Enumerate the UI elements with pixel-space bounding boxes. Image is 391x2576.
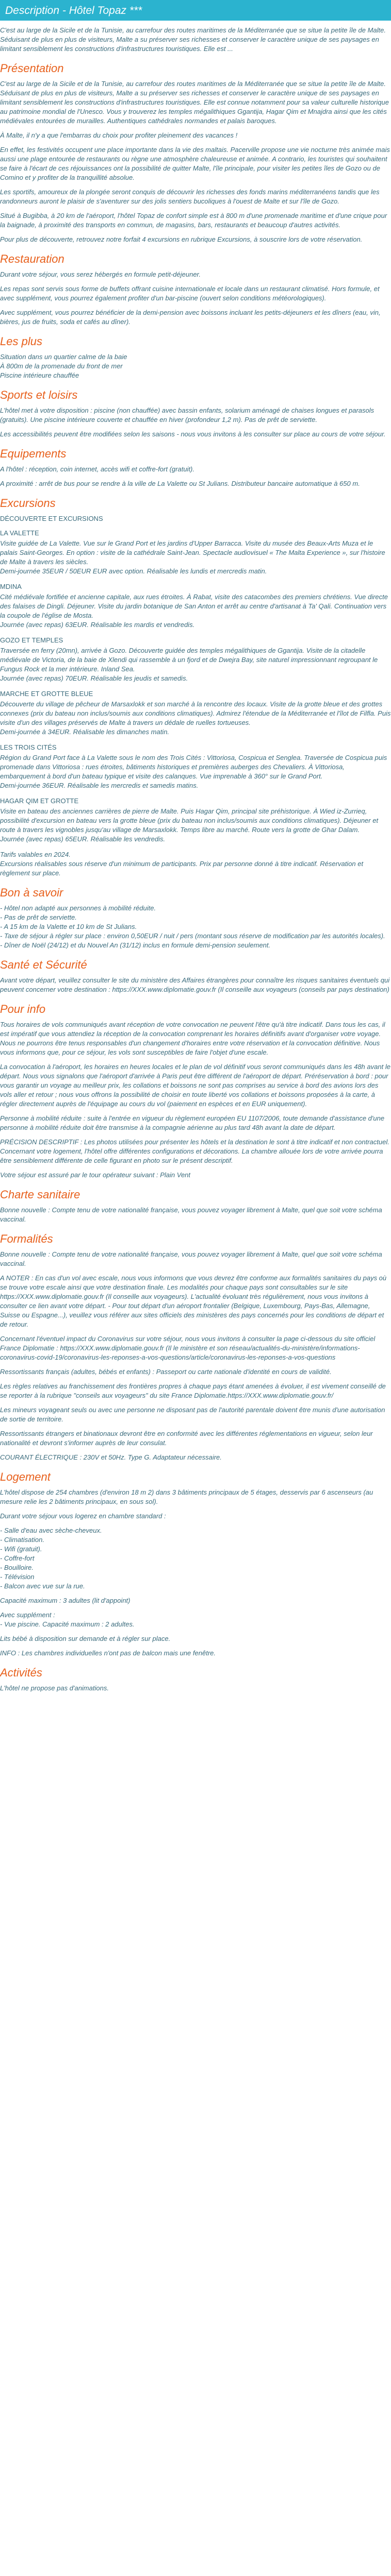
excursion-item	[0, 743, 391, 790]
excursion-name: GOZO ET TEMPLES	[0, 636, 63, 644]
excursion-price: Journée (avec repas) 63EUR. Réalisable les mardis et vendredis.	[0, 621, 195, 629]
excursion-price: Demi-journée à 34EUR. Réalisable les dimanches matin.	[0, 728, 170, 736]
section-title-logement: Logement	[0, 1470, 51, 1483]
section-title-equipements: Equipements	[0, 447, 67, 460]
excursion-item	[0, 689, 391, 737]
excursion-item	[0, 636, 391, 683]
formalites-paragraph: Ressortissants français (adultes, bébés et enfants) : Passeport ou carte nationale d'identité en cours de validité.	[0, 1368, 332, 1376]
intro-text: C'est au large de la Sicile et de la Tunisie, au carrefour des routes maritimes de la Méditerranée que se situe la petite île de Malte. Séduisant de plus en plus de visiteurs, Malte a su préserver ses richesses et conserver le caractère unique de ses paysages en limitant sensiblement les constructions d'infrastructures touristiques. Elle est ...	[0, 26, 386, 53]
supplement-label: Avec supplément :	[0, 1611, 55, 1619]
restauration-paragraph: Avec supplément, vous pourrez bénéficier de la demi-pension avec boissons incluant les petits-déjeuners et les dîners (eau, vin, bières, jus de fruits, soda et cafés au dîner).	[0, 309, 381, 326]
equipements-paragraph: A l'hôtel : réception, coin internet, accès wifi et coffre-fort (gratuit).	[0, 465, 194, 473]
excursion-price: Journée (avec repas) 65EUR. Réalisable les vendredis.	[0, 835, 166, 843]
section-title-sante: Santé et Sécurité	[0, 958, 87, 971]
logement-bed-note: Lits bébé à disposition sur demande et à régler sur place.	[0, 1635, 171, 1642]
pour-info-paragraph: Tous horaires de vols communiqués avant réception de votre convocation ne peuvent l'être qu'à titre indicatif. Dans tous les cas, il est impératif que vous attendiez la réception de la convocation comprenant les horaires définitifs avant d'organiser votre voyage. Nous ne pourrons être tenus responsables d'un changement d'horaires entre votre réservation et la convocation définitive. Nous vous informons que, pour ce séjour, les vols sont susceptibles de faire l'objet d'une escale.	[0, 1021, 385, 1056]
restauration-paragraph: Durant votre séjour, vous serez hébergés en formule petit-déjeuner.	[0, 270, 201, 278]
equipements-paragraph: A proximité : arrêt de bus pour se rendre à la ville de La Valette ou St Julians. Distributeur bancaire automatique à 650 m.	[0, 480, 360, 487]
logement-paragraph: L'hôtel dispose de 254 chambres (d'environ 18 m 2) dans 3 bâtiments principaux de 5 étages, desservis par 6 ascenseurs (au mesure relie les 2 bâtiments principaux, en sous sol).	[0, 1488, 373, 1505]
supplement-text: - Vue piscine. Capacité maximum : 2 adultes.	[0, 1620, 135, 1628]
bon-savoir-item: - Taxe de séjour à régler sur place : environ 0,50EUR / nuit / pers (montant sous réserve de modification par les autorités locales).	[0, 932, 385, 940]
plus-list	[0, 352, 391, 380]
sante-paragraph: Avant votre départ, veuillez consulter le site du ministère des Affaires étrangères pour connaître les risques sanitaires éventuels qui peuvent concerner votre destination : https://XXX.www.diplomatie.gouv.fr (Il conseille aux voyageurs (conseils par pays destination)	[0, 976, 390, 993]
page-title: Description - Hôtel Topaz ***	[0, 0, 391, 21]
excursions-subtitle: DÉCOUVERTE ET EXCURSIONS	[0, 515, 103, 522]
section-title-sports: Sports et loisirs	[0, 388, 78, 401]
excursion-item	[0, 582, 391, 630]
excursion-item	[0, 529, 391, 576]
excursions-note: Excursions réalisables sous réserve d'un minimum de participants. Prix par personne donné à titre indicatif. Réservation et règlement sur place.	[0, 860, 364, 877]
presentation-paragraph: Pour plus de découverte, retrouvez notre forfait 4 excursions en rubrique Excursions, à souscrire lors de votre réservation.	[0, 235, 363, 243]
plus-item: Piscine intérieure chauffée	[0, 371, 79, 379]
restauration-paragraph: Les repas sont servis sous forme de buffets offrant cuisine internationale et locale dans un restaurant climatisé. Hors formule, et avec supplément, vous pourrez également profiter d'un bar-piscine (ouvert selon conditions météorologiques).	[0, 285, 380, 302]
amenity-item: - Salle d'eau avec sèche-cheveux.	[0, 1527, 102, 1534]
content	[0, 26, 391, 1693]
pour-info-paragraph: Personne à mobilité réduite : suite à l'entrée en vigueur du règlement européen EU 1107/2006, toute demande d'assistance d'une personne à mobilité réduite doit être transmise à la compagnie aérienne au plus tard 48h avant la date de départ.	[0, 1114, 385, 1131]
amenity-item: - Bouilloire.	[0, 1564, 34, 1571]
formalites-paragraph: Les règles relatives au franchissement des frontières propres à chaque pays étant amenées à évoluer, il est vivement conseillé de se reporter à la rubrique "conseils aux voyageurs" du site France Diplomatie.https://XXX.www.diplomatie.gouv.fr/	[0, 1382, 386, 1399]
amenity-item: - Coffre-fort	[0, 1554, 35, 1562]
excursion-text: Cité médiévale fortifiée et ancienne capitale, aux rues étroites. À Rabat, visite des catacombes des premiers chrétiens. Vue directe des falaises de Dingli. Déjeuner. Visite du jardin botanique de San Anton et arrêt au centre d'artisanat à Ta' Qali. Continuation vers la coupole de l'église de Mosta.	[0, 593, 388, 619]
section-title-formalites: Formalités	[0, 1232, 53, 1245]
excursion-name: HAGAR QIM ET GROTTE	[0, 797, 79, 805]
section-title-bon-savoir: Bon à savoir	[0, 886, 63, 899]
bon-savoir-item: - Dîner de Noël (24/12) et du Nouvel An (31/12) inclus en formule demi-pension seulement.	[0, 941, 271, 949]
presentation-paragraph: C'est au large de la Sicile et de la Tunisie, au carrefour des routes maritimes de la Méditerranée que se situe la petite île de Malte. Séduisant de plus en plus de visiteurs, Malte a su préserver ses richesses et conserver le caractère unique de ses paysages en limitant sensiblement les constructions d'infrastructures touristiques. Elle est connue notamment pour sa valeur culturelle historique au patrimoine mondial de l'Unesco. Vous y trouverez les temples mégalithiques Ggantija, Hagar Qim et Mnajdra ainsi que les cités médiévales entourées de murailles. Authentiques cathédrales normandes et palais baroques.	[0, 80, 389, 125]
pour-info-paragraph: Votre séjour est assuré par le tour opérateur suivant : Plain Vent	[0, 1171, 191, 1179]
excursion-price: Journée (avec repas) 70EUR. Réalisable les jeudis et samedis.	[0, 674, 188, 682]
activites-text: L'hôtel ne propose pas d'animations.	[0, 1684, 109, 1692]
plus-item: À 800m de la promenade du front de mer	[0, 362, 123, 370]
formalites-paragraph: COURANT ÉLECTRIQUE : 230V et 50Hz. Type G. Adaptateur nécessaire.	[0, 1453, 222, 1461]
excursion-name: MARCHE ET GROTTE BLEUE	[0, 690, 93, 698]
excursion-text: Traversée en ferry (20mn), arrivée à Gozo. Découverte guidée des temples mégalithiques de Ggantija. Visite de la citadelle médiévale de Victoria, de la baie de Xlendi qui rassemble à un fjord et de Dwejra Bay, site naturel impressionnant regroupant le Fungus Rock et la mer intérieure. Inland Sea.	[0, 647, 378, 673]
excursion-name: MDINA	[0, 583, 22, 590]
excursion-name: LA VALETTE	[0, 529, 39, 537]
section-title-excursions: Excursions	[0, 497, 56, 510]
section-title-pour-info: Pour info	[0, 1003, 46, 1015]
excursion-name: LES TROIS CITÉS	[0, 743, 57, 751]
bon-savoir-item: - A 15 km de la Valette et 10 km de St Julians.	[0, 923, 137, 930]
section-title-presentation: Présentation	[0, 62, 64, 75]
amenity-item: - Balcon avec vue sur la rue.	[0, 1582, 85, 1590]
formalites-paragraph: Bonne nouvelle : Compte tenu de votre nationalité française, vous pouvez voyager librement à Malte, quel que soit votre schéma vaccinal.	[0, 1250, 382, 1267]
pour-info-paragraph: PRÉCISION DESCRIPTIF : Les photos utilisées pour présenter les hôtels et la destination le sont à titre indicatif et non contractuel. Concernant votre logement, l'hôtel offre différentes configurations et décorations. La chambre allouée lors de votre arrivée pourra être sensiblement différente de celle figurant en photo sur le présent descriptif.	[0, 1138, 389, 1164]
sports-paragraph: L'hôtel met à votre disposition : piscine (non chauffée) avec bassin enfants, solarium aménagé de chaises longues et parasols (gratuits). Une piscine intérieure couverte et chauffée en hiver (profondeur 1,2 m). Pas de prêt de serviette.	[0, 406, 374, 423]
bon-savoir-list	[0, 904, 391, 950]
excursion-price: Demi-journée 36EUR. Réalisable les mercredis et samedis matins.	[0, 782, 199, 789]
bon-savoir-item: - Pas de prêt de serviette.	[0, 913, 77, 921]
bon-savoir-item: - Hôtel non adapté aux personnes à mobilité réduite.	[0, 904, 156, 912]
section-title-restauration: Restauration	[0, 252, 64, 265]
plus-item: Situation dans un quartier calme de la baie	[0, 353, 127, 361]
excursions-note: Tarifs valables en 2024.	[0, 851, 71, 858]
formalites-paragraph: A NOTER : En cas d'un vol avec escale, nous vous informons que vous devrez être conforme aux formalités sanitaires du pays où se trouve votre escale ainsi que votre destination finale. Les modalités pour chaque pays sont consultables sur le site https://XXX.www.diplomatie.gouv.fr (Il conseille aux voyageurs). L'actualité évoluant très régulièrement, nous vous invitons à consulter ce lien avant votre départ. - Pour tout départ d'un aéroport frontalier (Belgique, Luxembourg, Pays-Bas, Allemagne, Suisse ou Espagne...), veuillez vous référer aux sites officiels des ministères des pays concernés pour les conditions de départ et de retour.	[0, 1274, 387, 1328]
presentation-paragraph: Les sportifs, amoureux de la plongée seront conquis de découvrir les richesses des fonds marins méditerranéens tandis que les randonneurs auront le plaisir de s'aventurer sur des jolis sentiers bucoliques à l'ouest de Malte et sur l'île de Gozo.	[0, 188, 380, 205]
presentation-paragraph: En effet, les festivités occupent une place importante dans la vie des maltais. Pacerville propose une vie nocturne très animée mais aussi une plage entourée de restaurants ou règne une atmosphère chaleureuse et animée. A contrario, les touristes qui souhaitent se faire à l'écart de ces réjouissances ont la possibilité de quitter Malte, l'île principale, pour visiter les petites îles de Gozo ou de Comino et y profiter de la tranquillité absolue.	[0, 146, 390, 181]
amenity-item: - Wifi (gratuit).	[0, 1545, 42, 1553]
sports-paragraph: Les accessibilités peuvent être modifiées selon les saisons - nous vous invitons à les consulter sur place au cours de votre séjour.	[0, 430, 386, 438]
presentation-paragraph: À Malte, il n'y a que l'embarras du choix pour profiter pleinement des vacances !	[0, 131, 238, 139]
presentation-paragraph: Situé à Bugibba, à 20 km de l'aéroport, l'hôtel Topaz de confort simple est à 800 m d'une promenade maritime et d'une crique pour la baignade, à proximité des transports en commun, de magasins, bars, restaurants et beaucoup d'autres activités.	[0, 212, 387, 229]
excursion-text: Découverte du village de pêcheur de Marsaxlokk et son marché à la rencontre des locaux. Visite de la grotte bleue et des grottes connexes (prix du bateau non inclus/soumis aux conditions climatiques). Admirez l'étendue de la Méditerranée et l'îlot de Filfla. Puis visite d'un des villages préservés de Malte à travers un dédale de ruelles tortueuses.	[0, 700, 391, 726]
formalites-paragraph: Les mineurs voyageant seuls ou avec une personne ne disposant pas de l'autorité parentale doivent être munis d'une autorisation de sortie de territoire.	[0, 1406, 385, 1423]
section-title-activites: Activités	[0, 1666, 42, 1679]
pour-info-paragraph: La convocation à l'aéroport, les horaires en heures locales et le plan de vol définitif vous seront communiqués dans les 48h avant le départ. Nous vous signalons que l'aéroport d'arrivée à Paris peut être différent de l'aéroport de départ. Préréservation à bord : pour vous garantir un voyage au meilleur prix, les collations et boissons ne sont pas comprises au service à bord des avions lors des vols aller et retour ; nous vous offrons la possibilité de choisir en toute liberté vos collations et boissons proposées à la carte, à régler directement auprès de l'équipage au cours du vol (paiement en espèces et en EUR uniquement).	[0, 1063, 390, 1108]
charte-paragraph: Bonne nouvelle : Compte tenu de votre nationalité française, vous pouvez voyager librement à Malte, quel que soit votre schéma vaccinal.	[0, 1206, 382, 1223]
logement-info: INFO : Les chambres individuelles n'ont pas de balcon mais une fenêtre.	[0, 1649, 216, 1657]
excursion-text: Région du Grand Port face à La Valette sous le nom des Trois Cités : Vittoriosa, Cospicua et Senglea. Traversée de Cospicua puis promenade dans Vittoriosa : rues étroites, bâtiments historiques et premières auberges des Chevaliers. À Vittoriosa, embarquement à bord d'un bateau typique et visite des calanques. Vue imprenable à 360° sur le Grand Port.	[0, 754, 387, 780]
formalites-paragraph: Concernant l'éventuel impact du Coronavirus sur votre séjour, nous vous invitons à consulter la page ci-dessous du site officiel France Diplomatie : https://XXX.www.diplomatie.gouv.fr (Il le ministère et son réseau/actualités-du-ministère/informations-coronavirus-covid-19/coronavirus-les-reponses-a-vos-questions/article/coronavirus-les-reponses-a-vos-questions	[0, 1335, 376, 1361]
formalites-paragraph: Ressortissants étrangers et binationaux devront être en conformité avec les différentes réglementations en vigueur, selon leur nationalité et devront s'informer auprès de leur consulat.	[0, 1430, 373, 1447]
amenity-item: - Climatisation.	[0, 1536, 44, 1544]
logement-paragraph: Durant votre séjour vous logerez en chambre standard :	[0, 1512, 166, 1520]
excursion-text: Visite guidée de La Valette. Vue sur le Grand Port et les jardins d'Upper Barracca. Visite du musée des Beaux-Arts Muza et le palais Saint-Georges. En option : visite de la cathédrale Saint-Jean. Spectacle audiovisuel « The Malta Experience », sur l'histoire de Malte à travers les siècles.	[0, 539, 385, 566]
section-title-charte: Charte sanitaire	[0, 1188, 80, 1201]
logement-amenities	[0, 1526, 391, 1591]
logement-supplement	[0, 1611, 391, 1629]
amenity-item: - Télévision	[0, 1573, 35, 1581]
excursion-text: Visite en bateau des anciennes carrières de pierre de Malte. Puis Hagar Qim, principal site préhistorique. À Wied iz-Zurrieq, possibilité d'excursion en bateau vers la grotte bleue (prix du bateau non inclus/soumis aux conditions climatiques). Déjeuner et route à travers les vignobles jusqu'au village de Marsaxlokk. Temps libre au marché. Route vers la grotte de Ghar Dalam.	[0, 807, 379, 834]
section-title-plus: Les plus	[0, 335, 42, 348]
excursion-price: Demi-journée 35EUR / 50EUR EUR avec option. Réalisable les lundis et mercredis matin.	[0, 567, 267, 575]
excursion-item	[0, 796, 391, 844]
logement-capacity: Capacité maximum : 3 adultes (lit d'appoint)	[0, 1597, 131, 1604]
